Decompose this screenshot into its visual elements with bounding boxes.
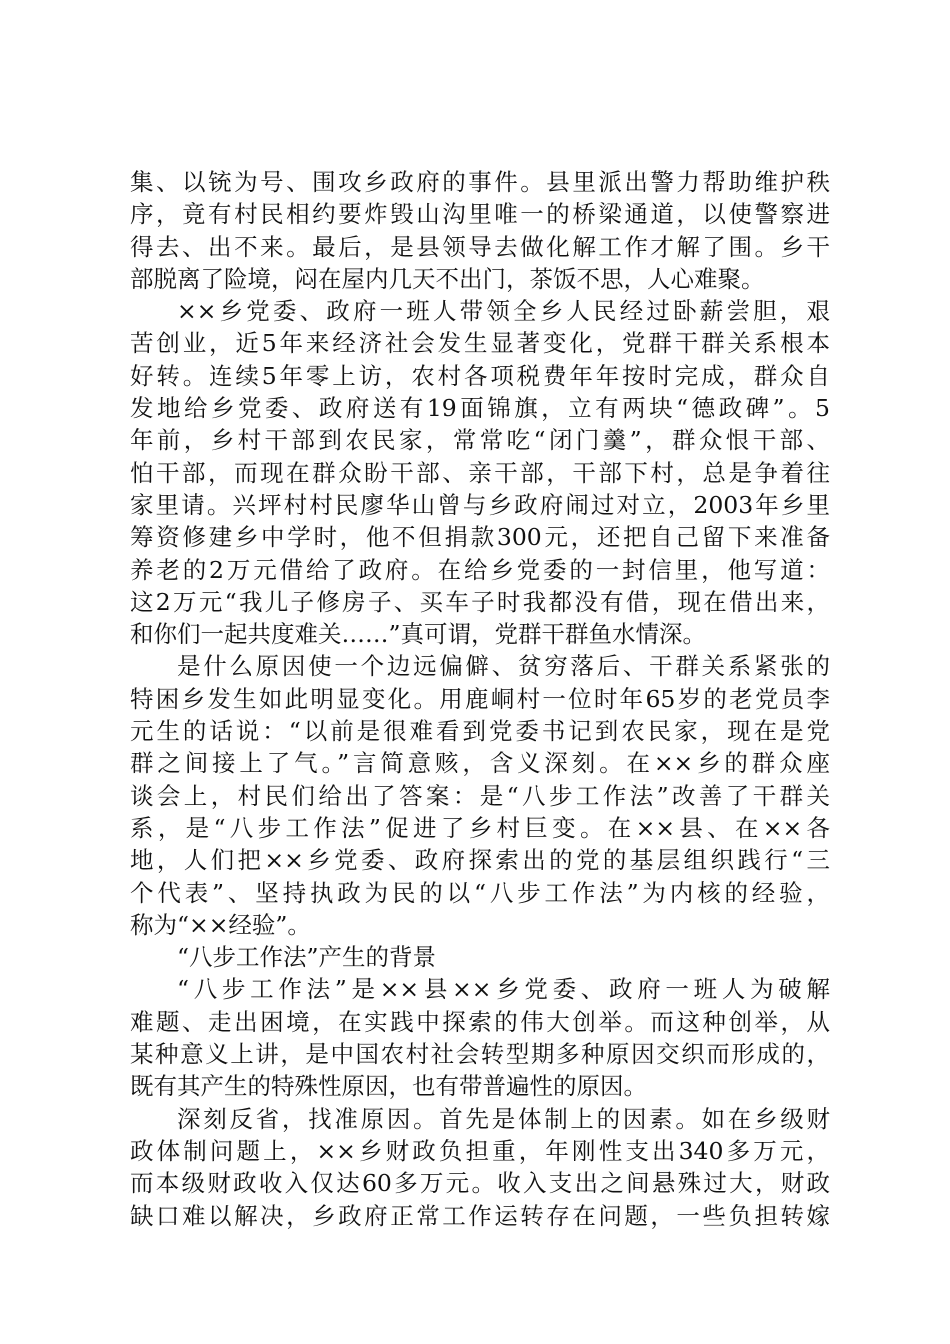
text-line-9: 年前，乡村干部到农民家，常常吃“闭门羹”，群众恨干部、 <box>130 426 830 455</box>
text-line-11: 家里请。兴坪村村民廖华山曾与乡政府闹过对立，2003年乡里 <box>130 490 830 519</box>
text-line-2: 序，竟有村民相约要炸毁山沟里唯一的桥梁通道，以使警察进 <box>130 200 830 229</box>
text-line-30: 深刻反省，找准原因。首先是体制上的因素。如在乡级财 <box>177 1104 830 1133</box>
text-line-13: 养老的2万元借给了政府。在给乡党委的一封信里，他写道： <box>130 555 830 584</box>
text-line-17: 特困乡发生如此明显变化。用鹿峒村一位时年65岁的老党员李 <box>130 684 830 713</box>
text-line-24: 称为“××经验”。 <box>130 910 311 939</box>
text-line-19: 群之间接上了气。”言简意赅，含义深刻。在××乡的群众座 <box>130 749 830 778</box>
text-line-5: ××乡党委、政府一班人带领全乡人民经过卧薪尝胆，艰 <box>177 297 830 326</box>
text-line-1: 集、以铳为号、围攻乡政府的事件。县里派出警力帮助维护秩 <box>130 168 830 196</box>
text-line-12: 筹资修建乡中学时，他不但捐款300元，还把自己留下来准备 <box>130 523 830 552</box>
text-line-3: 得去、出不来。最后，是县领导去做化解工作才解了围。乡干 <box>130 232 830 261</box>
text-line-10: 怕干部，而现在群众盼干部、亲干部，干部下村，总是争着往 <box>130 458 830 487</box>
text-line-29: 既有其产生的特殊性原因，也有带普遍性的原因。 <box>130 1072 647 1101</box>
text-line-8: 发地给乡党委、政府送有19面锦旗，立有两块“德政碑”。5 <box>130 394 830 423</box>
text-line-14: 这2万元“我儿子修房子、买车子时我都没有借，现在借出来， <box>130 587 830 616</box>
text-line-20: 谈会上，村民们给出了答案：是“八步工作法”改善了干群关 <box>130 781 830 810</box>
text-line-33: 缺口难以解决，乡政府正常工作运转存在问题，一些负担转嫁 <box>130 1201 830 1230</box>
text-line-21: 系，是“八步工作法”促进了乡村巨变。在××县、在××各 <box>130 813 830 842</box>
text-line-18: 元生的话说：“以前是很难看到党委书记到农民家，现在是党 <box>130 717 830 746</box>
text-line-6: 苦创业，近5年来经济社会发生显著变化，党群干群关系根本 <box>130 329 830 358</box>
text-line-23: 个代表”、坚持执政为民的以“八步工作法”为内核的经验， <box>130 878 830 907</box>
text-line-16: 是什么原因使一个边远偏僻、贫穷落后、干群关系紧张的 <box>177 652 830 681</box>
text-line-15: 和你们一起共度难关……”真可谓，党群干群鱼水情深。 <box>130 620 707 649</box>
text-line-7: 好转。连续5年零上访，农村各项税费年年按时完成，群众自 <box>130 361 830 390</box>
document-page <box>130 166 830 1232</box>
text-line-28: 某种意义上讲，是中国农村社会转型期多种原因交织而形成的， <box>130 1040 830 1069</box>
text-line-22: 地，人们把××乡党委、政府探索出的党的基层组织践行“三 <box>130 846 830 875</box>
text-line-32: 而本级财政收入仅达60多万元。收入支出之间悬殊过大，财政 <box>130 1169 830 1198</box>
text-line-26: “八步工作法”是××县××乡党委、政府一班人为破解 <box>177 975 830 1004</box>
section-heading: “八步工作法”产生的背景 <box>177 943 437 972</box>
text-line-31: 政体制问题上，××乡财政负担重，年刚性支出340多万元， <box>130 1136 830 1165</box>
text-line-4: 部脱离了险境，闷在屋内几天不出门，茶饭不思，人心难聚。 <box>130 264 765 293</box>
text-line-27: 难题、走出困境，在实践中探索的伟大创举。而这种创举，从 <box>130 1007 830 1036</box>
